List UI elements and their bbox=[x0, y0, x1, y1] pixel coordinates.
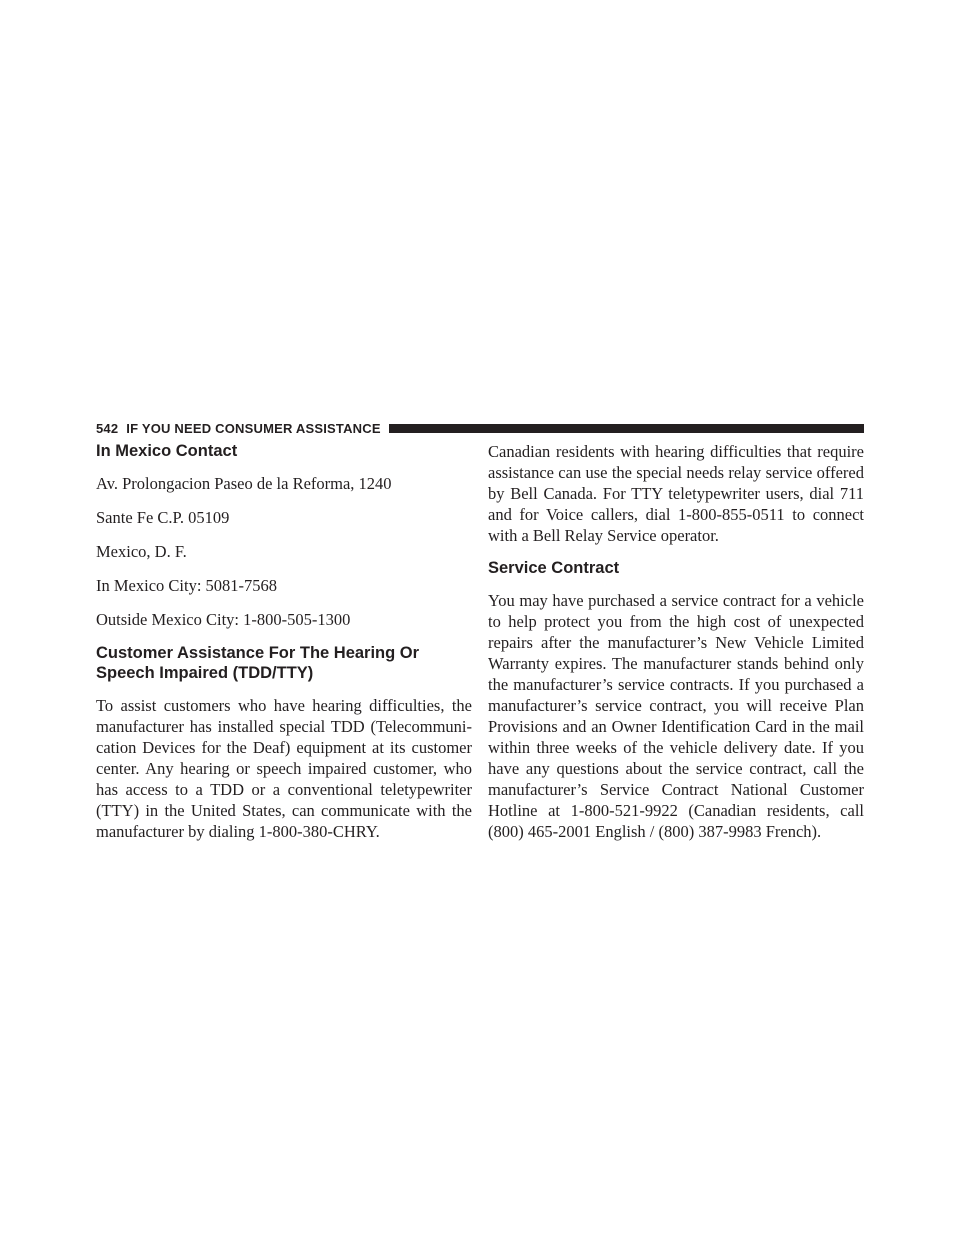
service-contract-paragraph: You may have purchased a service contract for a vehicle to help protect you from the high cost of unexpected repairs after the manufacturer’s New Vehicle Limited Warranty expires. The manufacturer stands behind only the manufacturer’s service contracts. If you purchased a manufacturer’s service contract, you will receive Plan Provisions and an Owner Identification Card in the mail within three weeks of the vehicle delivery date. If you have any questions about the service contract, call the manufacturer’s Service Contract National Customer Hotline at 1-800-521-9922 (Canadian residents, call (800) 465-2001 English / (800) 387-9983 French). bbox=[488, 591, 864, 841]
address-line-city: Mexico, D. F. bbox=[96, 542, 187, 561]
page-number: 542 bbox=[96, 420, 119, 436]
mexico-contact-heading: In Mexico Contact bbox=[96, 442, 238, 460]
header-rule bbox=[389, 424, 864, 433]
tdd-tty-heading: Customer Assistance For The Hearing Or Speech Impaired (TDD/TTY) bbox=[96, 644, 420, 682]
phone-outside-mexico-city: Outside Mexico City: 1-800-505-1300 bbox=[96, 610, 351, 629]
left-column bbox=[96, 441, 472, 854]
phone-in-mexico-city: In Mexico City: 5081-7568 bbox=[96, 576, 278, 595]
address-line-postal: Sante Fe C.P. 05109 bbox=[96, 508, 230, 527]
address-line-street: Av. Prolongacion Paseo de la Reforma, 1240 bbox=[96, 474, 392, 493]
tdd-tty-paragraph: To assist customers who have hearing difficulties, the manufacturer has installed special TDD (Telecommuni-cation Devices for the Deaf) equipment at its customer center. Any hearing or speech impaired customer, who has access to a TDD or a conventional teletypewriter (TTY) in the United States, can communicate with the manufacturer by dialing 1-800-380-CHRY. bbox=[96, 696, 472, 841]
mexico-address bbox=[96, 473, 472, 630]
service-contract-heading: Service Contract bbox=[488, 559, 620, 577]
canada-relay-paragraph: Canadian residents with hearing difficulties that require assistance can use the special needs relay service offered by Bell Canada. For TTY teletypewriter users, dial 711 and for Voice callers, dial 1-800-855-0511 to connect with a Bell Relay Service operator. bbox=[488, 442, 864, 545]
section-title: IF YOU NEED CONSUMER ASSISTANCE bbox=[126, 420, 381, 436]
right-column bbox=[488, 441, 864, 854]
page-header bbox=[96, 419, 864, 437]
